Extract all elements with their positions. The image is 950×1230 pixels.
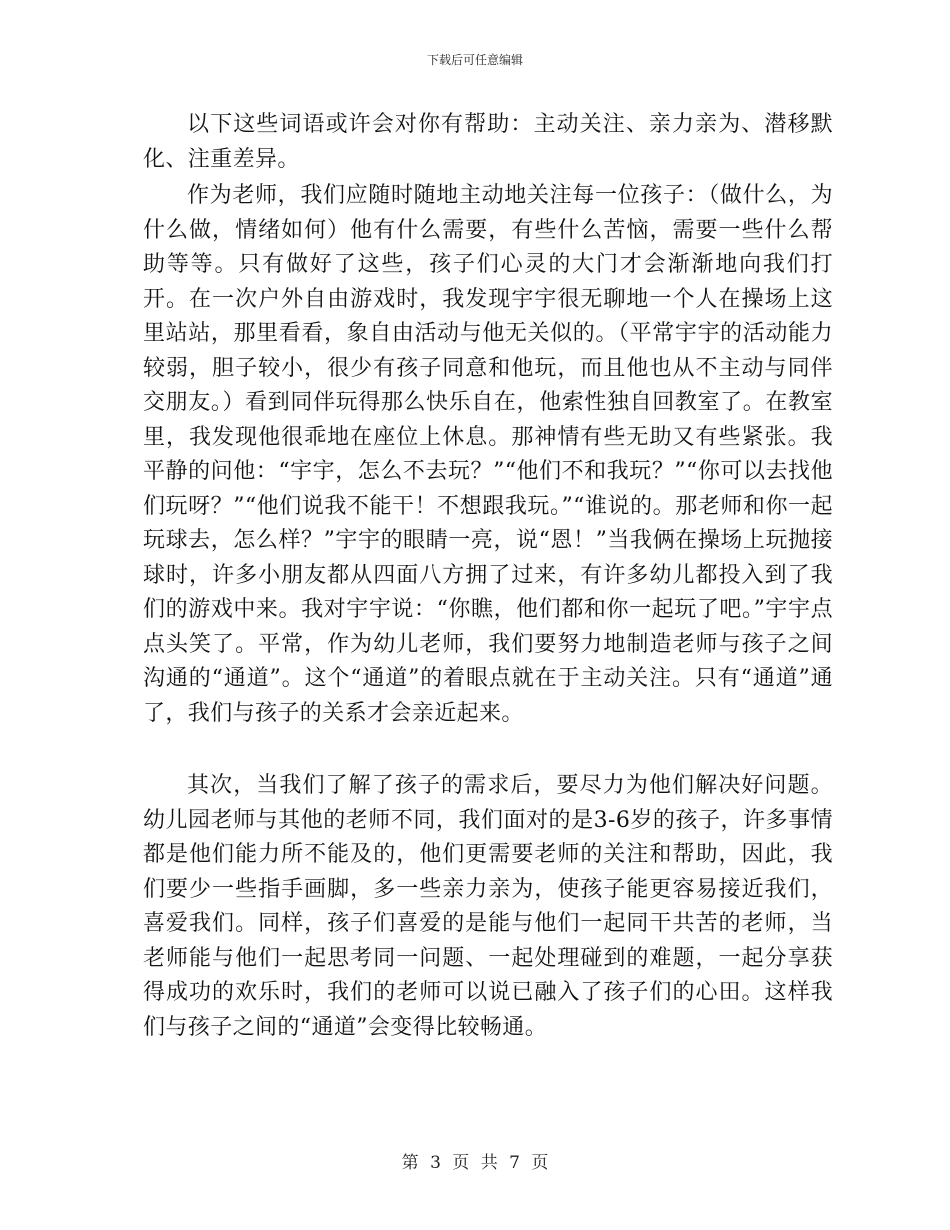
page-header-note: 下载后可任意编辑 (426, 53, 523, 67)
page-number: 第 3 页 共 7 页 (401, 1153, 549, 1173)
paragraph-active-attention: 作为老师，我们应随时随地主动地关注每一位孩子：（做什么，为什么做，情绪如何）他有什么需要，有些什么苦恼，需要一些什么帮助等等。只有做好了这些，孩子们心灵的大门才会渐渐地向我们打开。在一次户外自由游戏时，我发现宇宇很无聊地一个人在操场上这里站站，那里看看，象自由活动与他无关似的。（平常宇宇的活动能力较弱，胆子较小，很少有孩子同意和他玩，而且他也从不主动与同伴交朋友。）看到同伴玩得那么快乐自在，他索性独自回教室了。在教室里，我发现他很乖地在座位上休息。那神情有些无助又有些紧张。我平静的问他：“宇宇，怎么不去玩？”“他们不和我玩？”“你可以去找他们玩呀？”“他们说我不能干！不想跟我玩。”“谁说的。那老师和你一起玩球去，怎么样？”宇宇的眼睛一亮，说“恩！”当我俩在操场上玩抛接球时，许多小朋友都从四面八方拥了过来，有许多幼儿都投入到了我们的游戏中来。我对宇宇说：“你瞧，他们都和你一起玩了吧。”宇宇点点头笑了。平常，作为幼儿老师，我们要努力地制造老师与孩子之间沟通的“通道”。这个“通道”的着眼点就在于主动关注。只有“通道”通了，我们与孩子的关系才会亲近起来。 (143, 183, 833, 726)
paragraph-keywords: 以下这些词语或许会对你有帮助：主动关注、亲力亲为、潜移默化、注重差异。 (143, 112, 833, 172)
document-body (143, 108, 833, 1045)
paragraph-hands-on: 其次，当我们了解了孩子的需求后，要尽力为他们解决好问题。幼儿园老师与其他的老师不同，我们面对的是3-6岁的孩子，许多事情都是他们能力所不能及的，他们更需要老师的关注和帮助，因此，我们要少一些指手画脚，多一些亲力亲为，使孩子能更容易接近我们，喜爱我们。同样，孩子们喜爱的是能与他们一起同干共苦的老师，当老师能与他们一起思考同一问题、一起处理碰到的难题，一起分享获得成功的欢乐时，我们的老师可以说已融入了孩子们的心田。这样我们与孩子之间的“通道”会变得比较畅通。 (143, 773, 833, 1040)
